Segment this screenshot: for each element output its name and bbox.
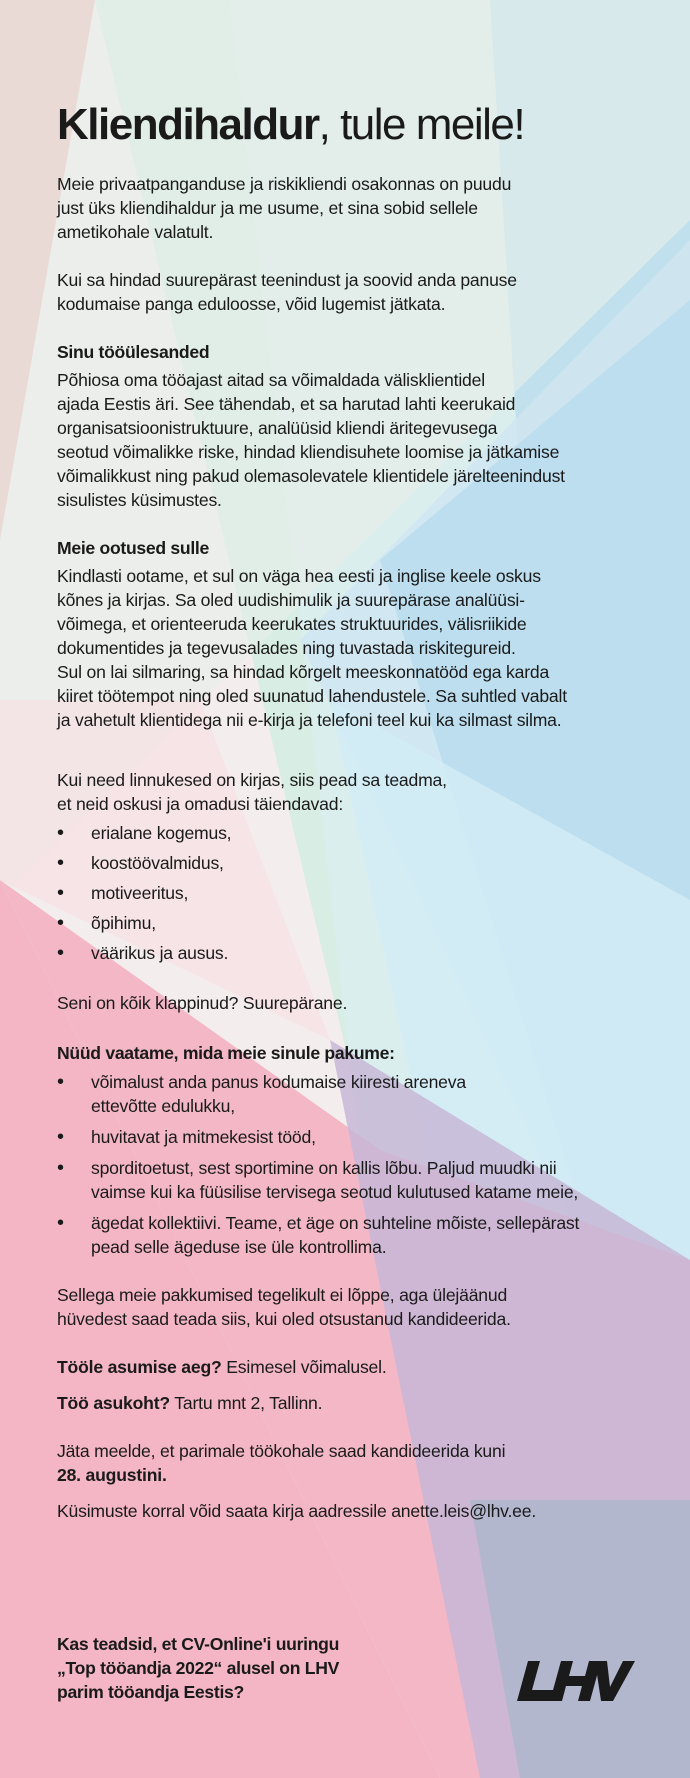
expectations-line: kiiret töötempot ning oled suunatud lahendustele. Sa suhtled vabalt: [57, 686, 567, 706]
expectations-line: Kindlasti ootame, et sul on väga hea eesti ja inglise keele oskus: [57, 566, 541, 586]
so-far-text: Seni on kõik klappinud? Suurepärane.: [57, 993, 348, 1013]
list-item: [57, 1156, 647, 1204]
closing-line: hüvedest saad teada siis, kui oled otsustanud kandideerida.: [57, 1309, 511, 1329]
offer-section: [57, 1041, 647, 1259]
footer-question: [57, 1632, 417, 1704]
title-rest: , tule meile!: [318, 100, 525, 149]
expectations-section: [57, 536, 647, 732]
intro-line: ametikohale valatult.: [57, 222, 214, 242]
contact-text: Küsimuste korral võid saata kirja aadressile anette.leis@lhv.ee.: [57, 1501, 537, 1521]
tasks-line: seotud võimalikke riske, hindad kliendisuhete loomise ja jätkamise: [57, 442, 560, 462]
start-label: Tööle asumise aeg?: [57, 1357, 222, 1377]
expectations-line: kõnes ja kirjas. Sa oled uudishimulik ja suurepärase analüüsi-: [57, 590, 525, 610]
tasks-line: organisatsioonistruktuure, analüüsid kliendi äritegevusega: [57, 418, 498, 438]
location-label: Töö asukoht?: [57, 1393, 170, 1413]
title-role: Kliendihaldur: [57, 100, 319, 149]
expectations-line: võimega, et orienteeruda keerukates struktuurides, välisriikide: [57, 614, 527, 634]
intro2-line: Kui sa hindad suurepärast teenindust ja soovid anda panuse: [57, 270, 517, 290]
work-location: [57, 1391, 647, 1415]
list-item: • väärikus ja ausus.: [57, 941, 647, 965]
expectations-heading: Meie ootused sulle: [57, 538, 209, 558]
offer-list: [57, 1070, 647, 1259]
tasks-section: [57, 340, 647, 512]
list-item: [57, 1211, 647, 1259]
closing-line: Sellega meie pakkumised tegelikult ei lõppe, aga ülejäänud: [57, 1285, 508, 1305]
intro-line: just üks kliendihaldur ja me usume, et sina sobid sellele: [57, 198, 478, 218]
offer-line: vaimse kui ka füüsilise tervisega seotud kulutused katame meie,: [91, 1182, 579, 1202]
offer-line: ägedat kollektiivi. Teame, et äge on suhteline mõiste, sellepärast: [91, 1213, 580, 1233]
list-item: [57, 1125, 647, 1149]
intro2-paragraph: [57, 268, 647, 316]
list-item: [57, 1070, 647, 1118]
deadline-date: 28. augustini.: [57, 1465, 167, 1485]
qualities-intro-line: Kui need linnukesed on kirjas, siis pead sa teadma,: [57, 770, 447, 790]
intro2-line: kodumaise panga eduloosse, võid lugemist jätkata.: [57, 294, 446, 314]
location-value: Tartu mnt 2, Tallinn.: [169, 1393, 323, 1413]
lhv-logo: [517, 1661, 635, 1701]
qualities-intro-line: et neid oskusi ja omadusi täiendavad:: [57, 794, 344, 814]
tasks-line: Põhiosa oma tööajast aitad sa võimaldada välisklientidel: [57, 370, 485, 390]
offer-line: huvitavat ja mitmekesist tööd,: [91, 1127, 316, 1147]
expectations-line: dokumentides ja tegevusalades ning tuvastada riskitegureid.: [57, 638, 516, 658]
expectations-line: ja vahetult klientidega nii e-kirja ja telefoni teel kui ka silmast silma.: [57, 710, 562, 730]
offer-line: võimalust anda panus kodumaise kiiresti areneva: [91, 1072, 466, 1092]
deadline-text: Jäta meelde, et parimale töökohale saad kandideerida kuni: [57, 1441, 506, 1461]
tasks-line: võimalikkust ning pakud olemasolevatele klientidele järelteenindust: [57, 466, 565, 486]
offer-line: ettevõtte edulukku,: [91, 1096, 235, 1116]
list-item: • motiveeritus,: [57, 881, 647, 905]
tasks-line: ajada Eestis äri. See tähendab, et sa harutad lahti keerukaid: [57, 394, 516, 414]
tasks-heading: Sinu tööülesanded: [57, 342, 210, 362]
list-item: • koostöövalmidus,: [57, 851, 647, 875]
intro-line: Meie privaatpanganduse ja riskikliendi osakonnas on puudu: [57, 174, 512, 194]
list-item: • õpihimu,: [57, 911, 647, 935]
footer-line: parim tööandja Eestis?: [57, 1682, 244, 1702]
offer-heading: Nüüd vaatame, mida meie sinule pakume:: [57, 1043, 395, 1063]
start-value: Esimesel võimalusel.: [221, 1357, 387, 1377]
tasks-line: sisulistes küsimustes.: [57, 490, 222, 510]
deadline: [57, 1439, 647, 1487]
start-time: [57, 1355, 647, 1379]
offer-line: pead selle ägeduse ise üle kontrollima.: [91, 1237, 387, 1257]
page-title: [57, 98, 647, 152]
expectations-line: Sul on lai silmaring, sa hindad kõrgelt meeskonnatööd ega karda: [57, 662, 550, 682]
qualities-section: [57, 768, 647, 965]
offer-line: sporditoetust, sest sportimine on kallis lõbu. Paljud muudki nii: [91, 1158, 557, 1178]
qualities-list: [57, 821, 647, 965]
footer-line: „Top tööandja 2022“ alusel on LHV: [57, 1658, 340, 1678]
intro-paragraph: [57, 172, 647, 244]
footer-line: Kas teadsid, et CV-Online'i uuringu: [57, 1634, 340, 1654]
closing-paragraph: [57, 1283, 647, 1331]
list-item: • erialane kogemus,: [57, 821, 647, 845]
job-ad-content: [57, 98, 647, 1523]
